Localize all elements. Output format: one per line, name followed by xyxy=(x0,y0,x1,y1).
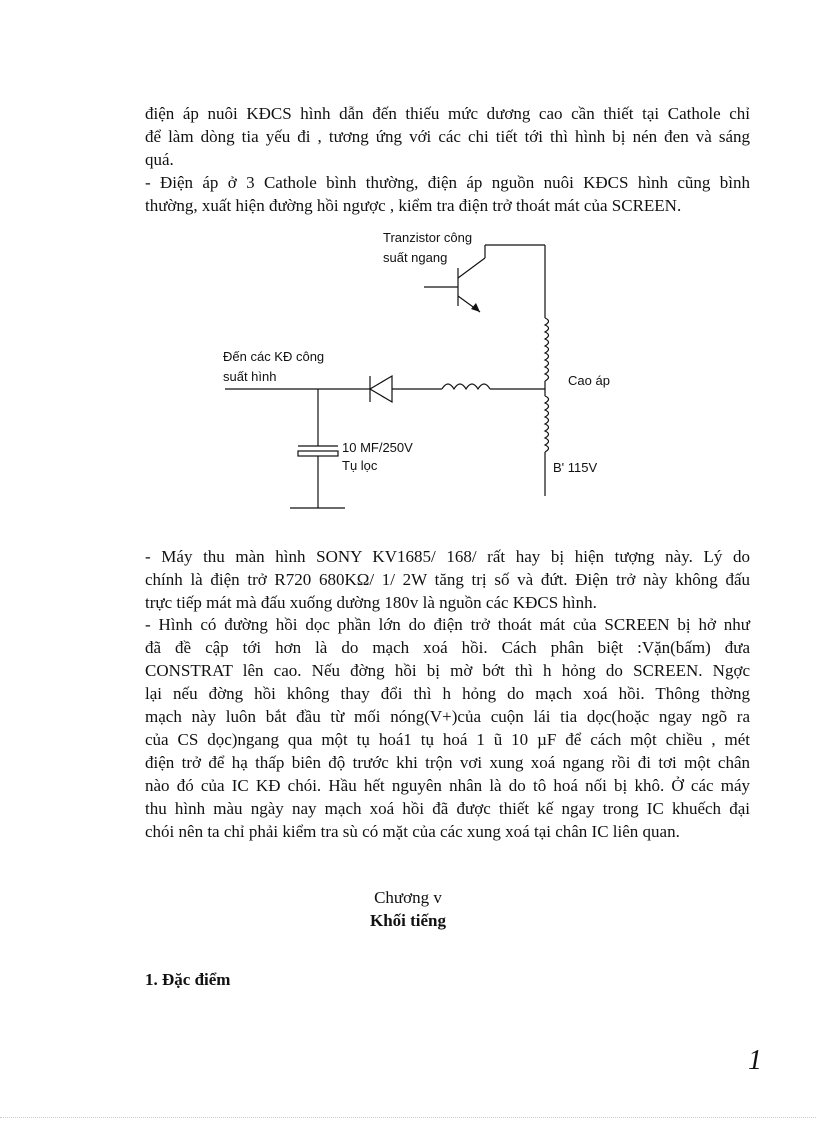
text-line: đã đề cập tới hơn là do mạch xoá hồi. Cách phân biệt :Vặn(bấm) đưa xyxy=(145,638,750,657)
output-label-line2: suất hình xyxy=(223,369,277,384)
text-line: CONSTRAT lên cao. Nếu đờng hồi bị mờ bớt thì h hỏng do SCREEN. Ngợc xyxy=(145,661,750,680)
text-line: điện áp nuôi KĐCS hình dẫn đến thiếu mức dương cao cần thiết tại Cathole chỉ xyxy=(145,104,750,123)
page-number: 1 xyxy=(748,1045,762,1076)
diode-triangle xyxy=(370,376,392,402)
text-line: chói nên ta chỉ phải kiểm tra sù có mặt của các xung xoá tại chân IC liên quan. xyxy=(145,822,680,841)
text-line: của CS dọc)ngang qua một tụ hoá1 tụ hoá 1 ũ 10 µF để cách một chiều , mét xyxy=(145,730,750,749)
text-line: trực tiếp mát mà đấu xuống dường 180v là nguồn các KĐCS hình. xyxy=(145,593,597,612)
output-label-line1: Đến các KĐ công xyxy=(223,349,325,364)
text-line: chính là điện trở R720 680KΩ/ 1/ 2W tăng trị số và đứt. Điện trở này không đấu xyxy=(145,570,750,589)
text-line: mạch này luôn bắt đầu từ mối nóng(V+)của cuộn lái tia dọc(hoặc ngay ngõ ra xyxy=(145,707,750,726)
text-line: quá. xyxy=(145,150,174,169)
text-line: thường, xuất hiện đường hồi ngược , kiểm tra điện trở thoát mát của SCREEN. xyxy=(145,196,682,215)
transistor-collector xyxy=(458,258,485,278)
upper-coil xyxy=(545,318,549,381)
text-line: - Hình có đường hồi dọc phần lớn do điện trở thoát mát của SCREEN bị hở như xyxy=(145,615,750,634)
capacitor-plate-bottom xyxy=(298,451,338,456)
emitter-arrow xyxy=(471,303,480,312)
paragraph-4 xyxy=(145,613,750,843)
text-line: - Điện áp ở 3 Cathole bình thường, điện áp nguồn nuôi KĐCS hình cũng bình xyxy=(145,173,750,192)
text-line: để làm dòng tia yếu đi , tương ứng với các chi tiết tới thì hình bị nén đen và sáng xyxy=(145,127,750,146)
paragraph-3 xyxy=(145,545,750,614)
chapter-title: Khối tiếng xyxy=(369,911,447,930)
capacitor-label-line1: 10 MF/250V xyxy=(342,440,413,455)
section-heading: 1. Đặc điểm xyxy=(145,970,231,989)
series-inductor xyxy=(442,384,490,389)
chapter-number: Chương v xyxy=(374,888,442,907)
capacitor-label-line2: Tụ lọc xyxy=(342,458,378,473)
page-bottom-border xyxy=(0,1117,816,1118)
transistor-label-line2: suất ngang xyxy=(383,250,448,265)
text-line: lại nếu đờng hồi không thay đổi thì h hỏng do mạch xoá hồi. Thông thờng xyxy=(145,684,750,703)
transistor-label-line1: Tranzistor công xyxy=(383,230,473,245)
lower-coil xyxy=(545,396,549,452)
text-line: nào đó của IC KĐ chói. Hầu hết nguyên nhân là do tô hoá nối bị khô. Ở các máy xyxy=(145,776,750,795)
text-line: - Máy thu màn hình SONY KV1685/ 168/ rất hay bị hiện tượng này. Lý do xyxy=(145,547,750,566)
transformer-label: Cao áp xyxy=(568,373,610,388)
text-line: thu hình màu ngày nay mạch xoá hồi đã được thiết kế ngay trong IC khuếch đại xyxy=(145,799,750,818)
text-line: điện trở để hạ thấp biên độ trước khi trộn vơi xung xoá ngang rồi đi tơi một chân xyxy=(145,753,750,772)
circuit-diagram xyxy=(0,0,816,540)
supply-label: B' 115V xyxy=(553,460,598,475)
